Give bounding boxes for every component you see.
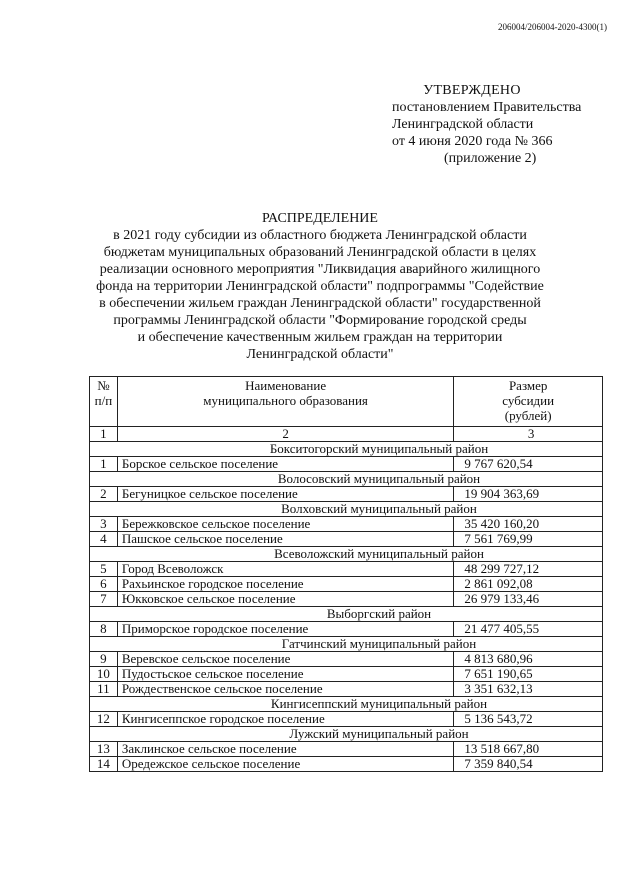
approval-title: УТВЕРЖДЕНО bbox=[423, 83, 521, 98]
document-heading bbox=[80, 210, 560, 363]
municipality-name: Рождественское сельское поселение bbox=[117, 682, 453, 697]
column-number-row bbox=[90, 427, 603, 442]
district-name: Лужский муниципальный район bbox=[90, 727, 603, 742]
municipality-name: Веревское сельское поселение bbox=[117, 652, 453, 667]
subsidy-amount: 19 904 363,69 bbox=[454, 487, 603, 502]
subsidy-amount: 9 767 620,54 bbox=[454, 457, 603, 472]
municipality-name: Бегуницкое сельское поселение bbox=[117, 487, 453, 502]
table-row bbox=[90, 577, 603, 592]
heading-title: РАСПРЕДЕЛЕНИЕ bbox=[262, 211, 378, 226]
column-number-3: 3 bbox=[454, 427, 603, 442]
heading-line: программы Ленинградской области "Формирование городской среды bbox=[113, 313, 527, 328]
row-number: 9 bbox=[90, 652, 118, 667]
row-number: 6 bbox=[90, 577, 118, 592]
column-number-2: 2 bbox=[117, 427, 453, 442]
district-name: Гатчинский муниципальный район bbox=[90, 637, 603, 652]
heading-line: фонда на территории Ленинградской области" подпрограммы "Содействие bbox=[96, 279, 544, 294]
table-row bbox=[90, 457, 603, 472]
heading-line: и обеспечение качественным жильем граждан на территории bbox=[137, 330, 503, 345]
district-row bbox=[90, 442, 603, 457]
municipality-name: Заклинское сельское поселение bbox=[117, 742, 453, 757]
district-name: Волосовский муниципальный район bbox=[90, 472, 603, 487]
subsidy-amount: 2 861 092,08 bbox=[454, 577, 603, 592]
table-row bbox=[90, 532, 603, 547]
heading-line: в обеспечении жильем граждан Ленинградской области" государственной bbox=[99, 296, 541, 311]
document-number: 206004/206004-2020-4300(1) bbox=[498, 22, 607, 32]
district-row bbox=[90, 502, 603, 517]
table-row bbox=[90, 712, 603, 727]
subsidy-amount: 7 359 840,54 bbox=[454, 757, 603, 772]
district-row bbox=[90, 637, 603, 652]
header-name-line-2: муниципального образования bbox=[203, 393, 368, 408]
table-row bbox=[90, 562, 603, 577]
row-number: 14 bbox=[90, 757, 118, 772]
distribution-table bbox=[89, 376, 603, 772]
district-name: Волховский муниципальный район bbox=[90, 502, 603, 517]
header-amount-line-1: Размер bbox=[508, 378, 548, 393]
table-row bbox=[90, 682, 603, 697]
table-row bbox=[90, 592, 603, 607]
municipality-name: Пудостьское сельское поселение bbox=[117, 667, 453, 682]
municipality-name: Рахьинское городское поселение bbox=[117, 577, 453, 592]
row-number: 7 bbox=[90, 592, 118, 607]
district-row bbox=[90, 472, 603, 487]
municipality-name: Город Всеволожск bbox=[117, 562, 453, 577]
row-number: 12 bbox=[90, 712, 118, 727]
district-name: Бокситогорский муниципальный район bbox=[90, 442, 603, 457]
column-number-1: 1 bbox=[90, 427, 118, 442]
district-row bbox=[90, 727, 603, 742]
header-amount-line-2: субсидии bbox=[502, 393, 555, 408]
approval-line-4: (приложение 2) bbox=[444, 151, 537, 166]
subsidy-amount: 7 561 769,99 bbox=[454, 532, 603, 547]
subsidy-amount: 26 979 133,46 bbox=[454, 592, 603, 607]
heading-line: Ленинградской области" bbox=[246, 347, 394, 362]
subsidy-amount: 3 351 632,13 bbox=[454, 682, 603, 697]
district-row bbox=[90, 607, 603, 622]
municipality-name: Бережковское сельское поселение bbox=[117, 517, 453, 532]
row-number: 4 bbox=[90, 532, 118, 547]
municipality-name: Кингисеппское городское поселение bbox=[117, 712, 453, 727]
header-num-line-1: № bbox=[97, 378, 110, 393]
table-row bbox=[90, 667, 603, 682]
district-name: Кингисеппский муниципальный район bbox=[90, 697, 603, 712]
subsidy-amount: 5 136 543,72 bbox=[454, 712, 603, 727]
municipality-name: Приморское городское поселение bbox=[117, 622, 453, 637]
district-row bbox=[90, 697, 603, 712]
table-row bbox=[90, 622, 603, 637]
row-number: 1 bbox=[90, 457, 118, 472]
table-row bbox=[90, 742, 603, 757]
header-name-line-1: Наименование bbox=[245, 378, 327, 393]
municipality-name: Оредежское сельское поселение bbox=[117, 757, 453, 772]
district-row bbox=[90, 547, 603, 562]
header-name bbox=[117, 377, 453, 427]
table-header-row bbox=[90, 377, 603, 427]
subsidy-amount: 35 420 160,20 bbox=[454, 517, 603, 532]
row-number: 13 bbox=[90, 742, 118, 757]
district-name: Всеволожский муниципальный район bbox=[90, 547, 603, 562]
row-number: 8 bbox=[90, 622, 118, 637]
approval-block bbox=[392, 82, 581, 167]
header-num bbox=[90, 377, 118, 427]
heading-line: реализации основного мероприятия "Ликвидация аварийного жилищного bbox=[99, 262, 541, 277]
approval-line-3: от 4 июня 2020 года № 366 bbox=[392, 134, 553, 149]
approval-line-2: Ленинградской области bbox=[392, 117, 534, 132]
subsidy-amount: 7 651 190,65 bbox=[454, 667, 603, 682]
approval-line-1: постановлением Правительства bbox=[392, 100, 582, 115]
subsidy-amount: 21 477 405,55 bbox=[454, 622, 603, 637]
subsidy-amount: 4 813 680,96 bbox=[454, 652, 603, 667]
header-amount-line-3: (рублей) bbox=[504, 408, 552, 423]
table-row bbox=[90, 652, 603, 667]
heading-line: в 2021 году субсидии из областного бюджета Ленинградской области bbox=[113, 228, 527, 243]
subsidy-amount: 48 299 727,12 bbox=[454, 562, 603, 577]
subsidy-amount: 13 518 667,80 bbox=[454, 742, 603, 757]
municipality-name: Юкковское сельское поселение bbox=[117, 592, 453, 607]
row-number: 10 bbox=[90, 667, 118, 682]
municipality-name: Борское сельское поселение bbox=[117, 457, 453, 472]
row-number: 5 bbox=[90, 562, 118, 577]
table-row bbox=[90, 487, 603, 502]
row-number: 2 bbox=[90, 487, 118, 502]
header-amount bbox=[454, 377, 603, 427]
row-number: 11 bbox=[90, 682, 118, 697]
header-num-line-2: п/п bbox=[94, 393, 113, 408]
row-number: 3 bbox=[90, 517, 118, 532]
district-name: Выборгский район bbox=[90, 607, 603, 622]
municipality-name: Пашское сельское поселение bbox=[117, 532, 453, 547]
table-row bbox=[90, 517, 603, 532]
heading-line: бюджетам муниципальных образований Ленинградской области в целях bbox=[103, 245, 537, 260]
table-row bbox=[90, 757, 603, 772]
